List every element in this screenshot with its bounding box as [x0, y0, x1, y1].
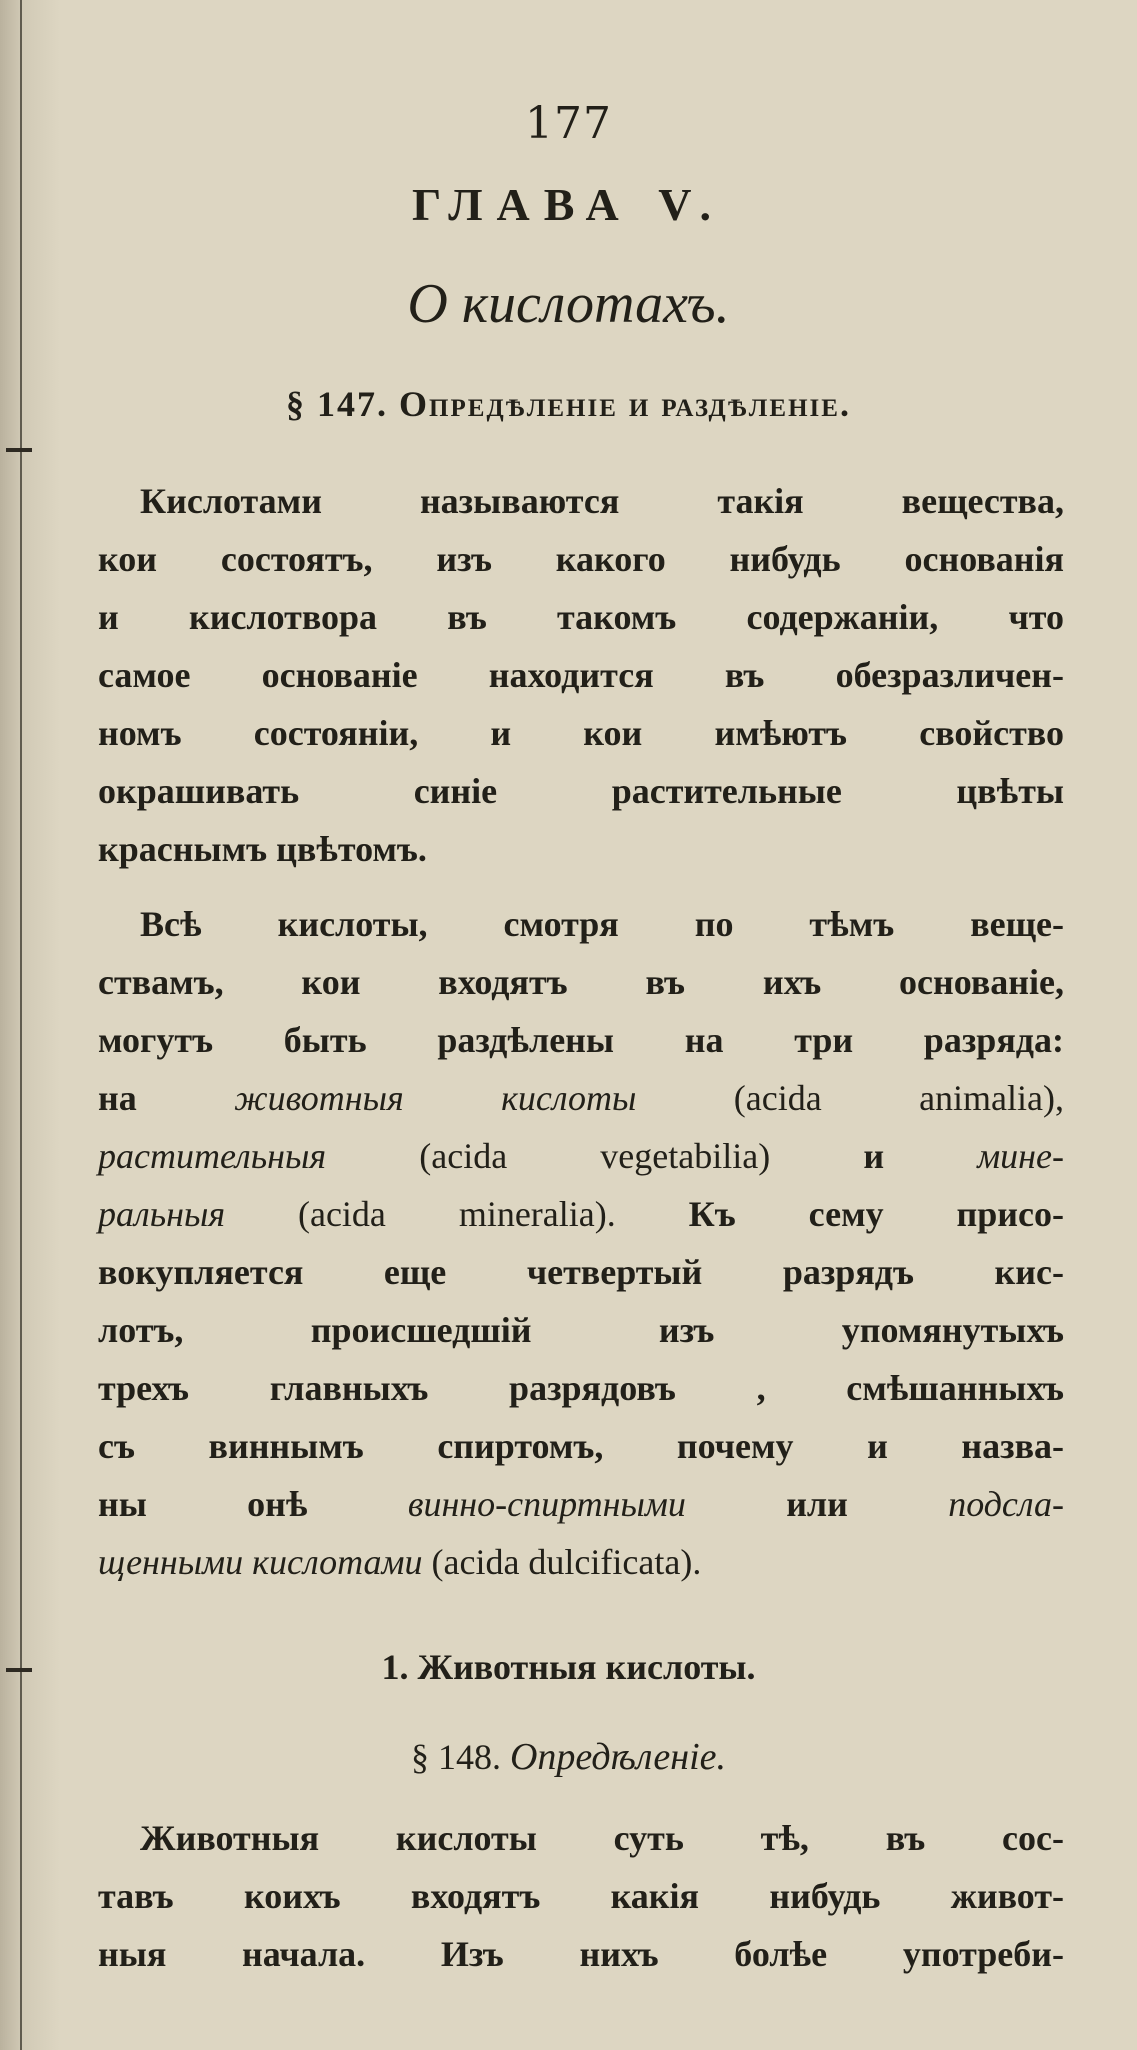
section-heading-147 [0, 383, 1137, 425]
text-line [98, 1069, 1064, 1127]
section-heading-148 [0, 1735, 1137, 1779]
text-line: ныя начала. Изъ нихъ болѣе употреби- [98, 1934, 1064, 1974]
text-run: и [863, 1136, 885, 1176]
text-line: тавъ коихъ входятъ какія нибудь живот- [98, 1876, 1064, 1916]
text-line: вокупляется еще четвертый разрядъ кис- [98, 1252, 1064, 1292]
paragraph-2 [98, 895, 1064, 1591]
margin-mark [6, 448, 32, 452]
italic-term: подсла- [948, 1484, 1065, 1524]
text-run: или [786, 1484, 848, 1524]
text-line: номъ состояніи, и кои имѣютъ свойство [98, 713, 1064, 753]
section-sign: § 147. [286, 384, 389, 424]
text-line: могутъ быть раздѣлены на три разряда: [98, 1020, 1064, 1060]
text-line [98, 1127, 1064, 1185]
text-line [98, 1475, 1064, 1533]
section-title: Опредѣленіе и раздѣленіе. [399, 384, 851, 424]
paragraph-3 [98, 1809, 1064, 1983]
italic-term: животныя кислоты [234, 1078, 637, 1118]
latin-term: (acida animalia), [733, 1078, 1064, 1118]
text-line: съ виннымъ спиртомъ, почему и назва- [98, 1426, 1064, 1466]
text-line: ствамъ, кои входятъ въ ихъ основаніе, [98, 962, 1064, 1002]
text-line: окрашивать синіе растительные цвѣты [98, 771, 1064, 811]
chapter-subtitle: О кислотахъ. [407, 273, 730, 335]
text-line: краснымъ цвѣтомъ. [98, 829, 427, 869]
italic-term: ральныя [98, 1194, 226, 1234]
latin-term: (acida vegetabilia) [419, 1136, 771, 1176]
paragraph-1 [98, 472, 1064, 878]
text-line: Животныя кислоты суть тѣ, въ сос- [140, 1818, 1064, 1858]
section-sign: § 148. [410, 1737, 501, 1777]
italic-term: винно-спиртными [407, 1484, 686, 1524]
italic-term: щенными кислотами [98, 1542, 423, 1582]
text-line: Всѣ кислоты, смотря по тѣмъ веще- [140, 904, 1064, 944]
italic-term: растительныя [98, 1136, 327, 1176]
text-line: трехъ главныхъ разрядовъ , смѣшанныхъ [98, 1368, 1064, 1408]
text-run: ны онѣ [98, 1484, 308, 1524]
latin-term: (acida mineralia). [297, 1194, 616, 1234]
section-title: Опредѣленіе. [509, 1736, 727, 1778]
text-line: Кислотами называются такія вещества, [140, 481, 1064, 521]
text-line [98, 1533, 1064, 1591]
text-line: самое основаніе находится въ обезразличен- [98, 655, 1064, 695]
subheading-animal-acids: 1. Животныя кислоты. [381, 1647, 756, 1687]
text-line: кои состоятъ, изъ какого нибудь основанія [98, 539, 1064, 579]
text-run: Къ сему присо- [688, 1194, 1064, 1234]
chapter-title: ГЛАВА V. [411, 179, 726, 230]
text-line: и кислотвора въ такомъ содержаніи, что [98, 597, 1064, 637]
text-run: на [98, 1078, 137, 1118]
text-line [98, 1185, 1064, 1243]
latin-term: (acida dulcificata). [431, 1542, 702, 1582]
page-number: 177 [525, 98, 612, 149]
text-line: лотъ, происшедшій изъ упомянутыхъ [98, 1310, 1064, 1350]
italic-term: мине- [977, 1136, 1065, 1176]
